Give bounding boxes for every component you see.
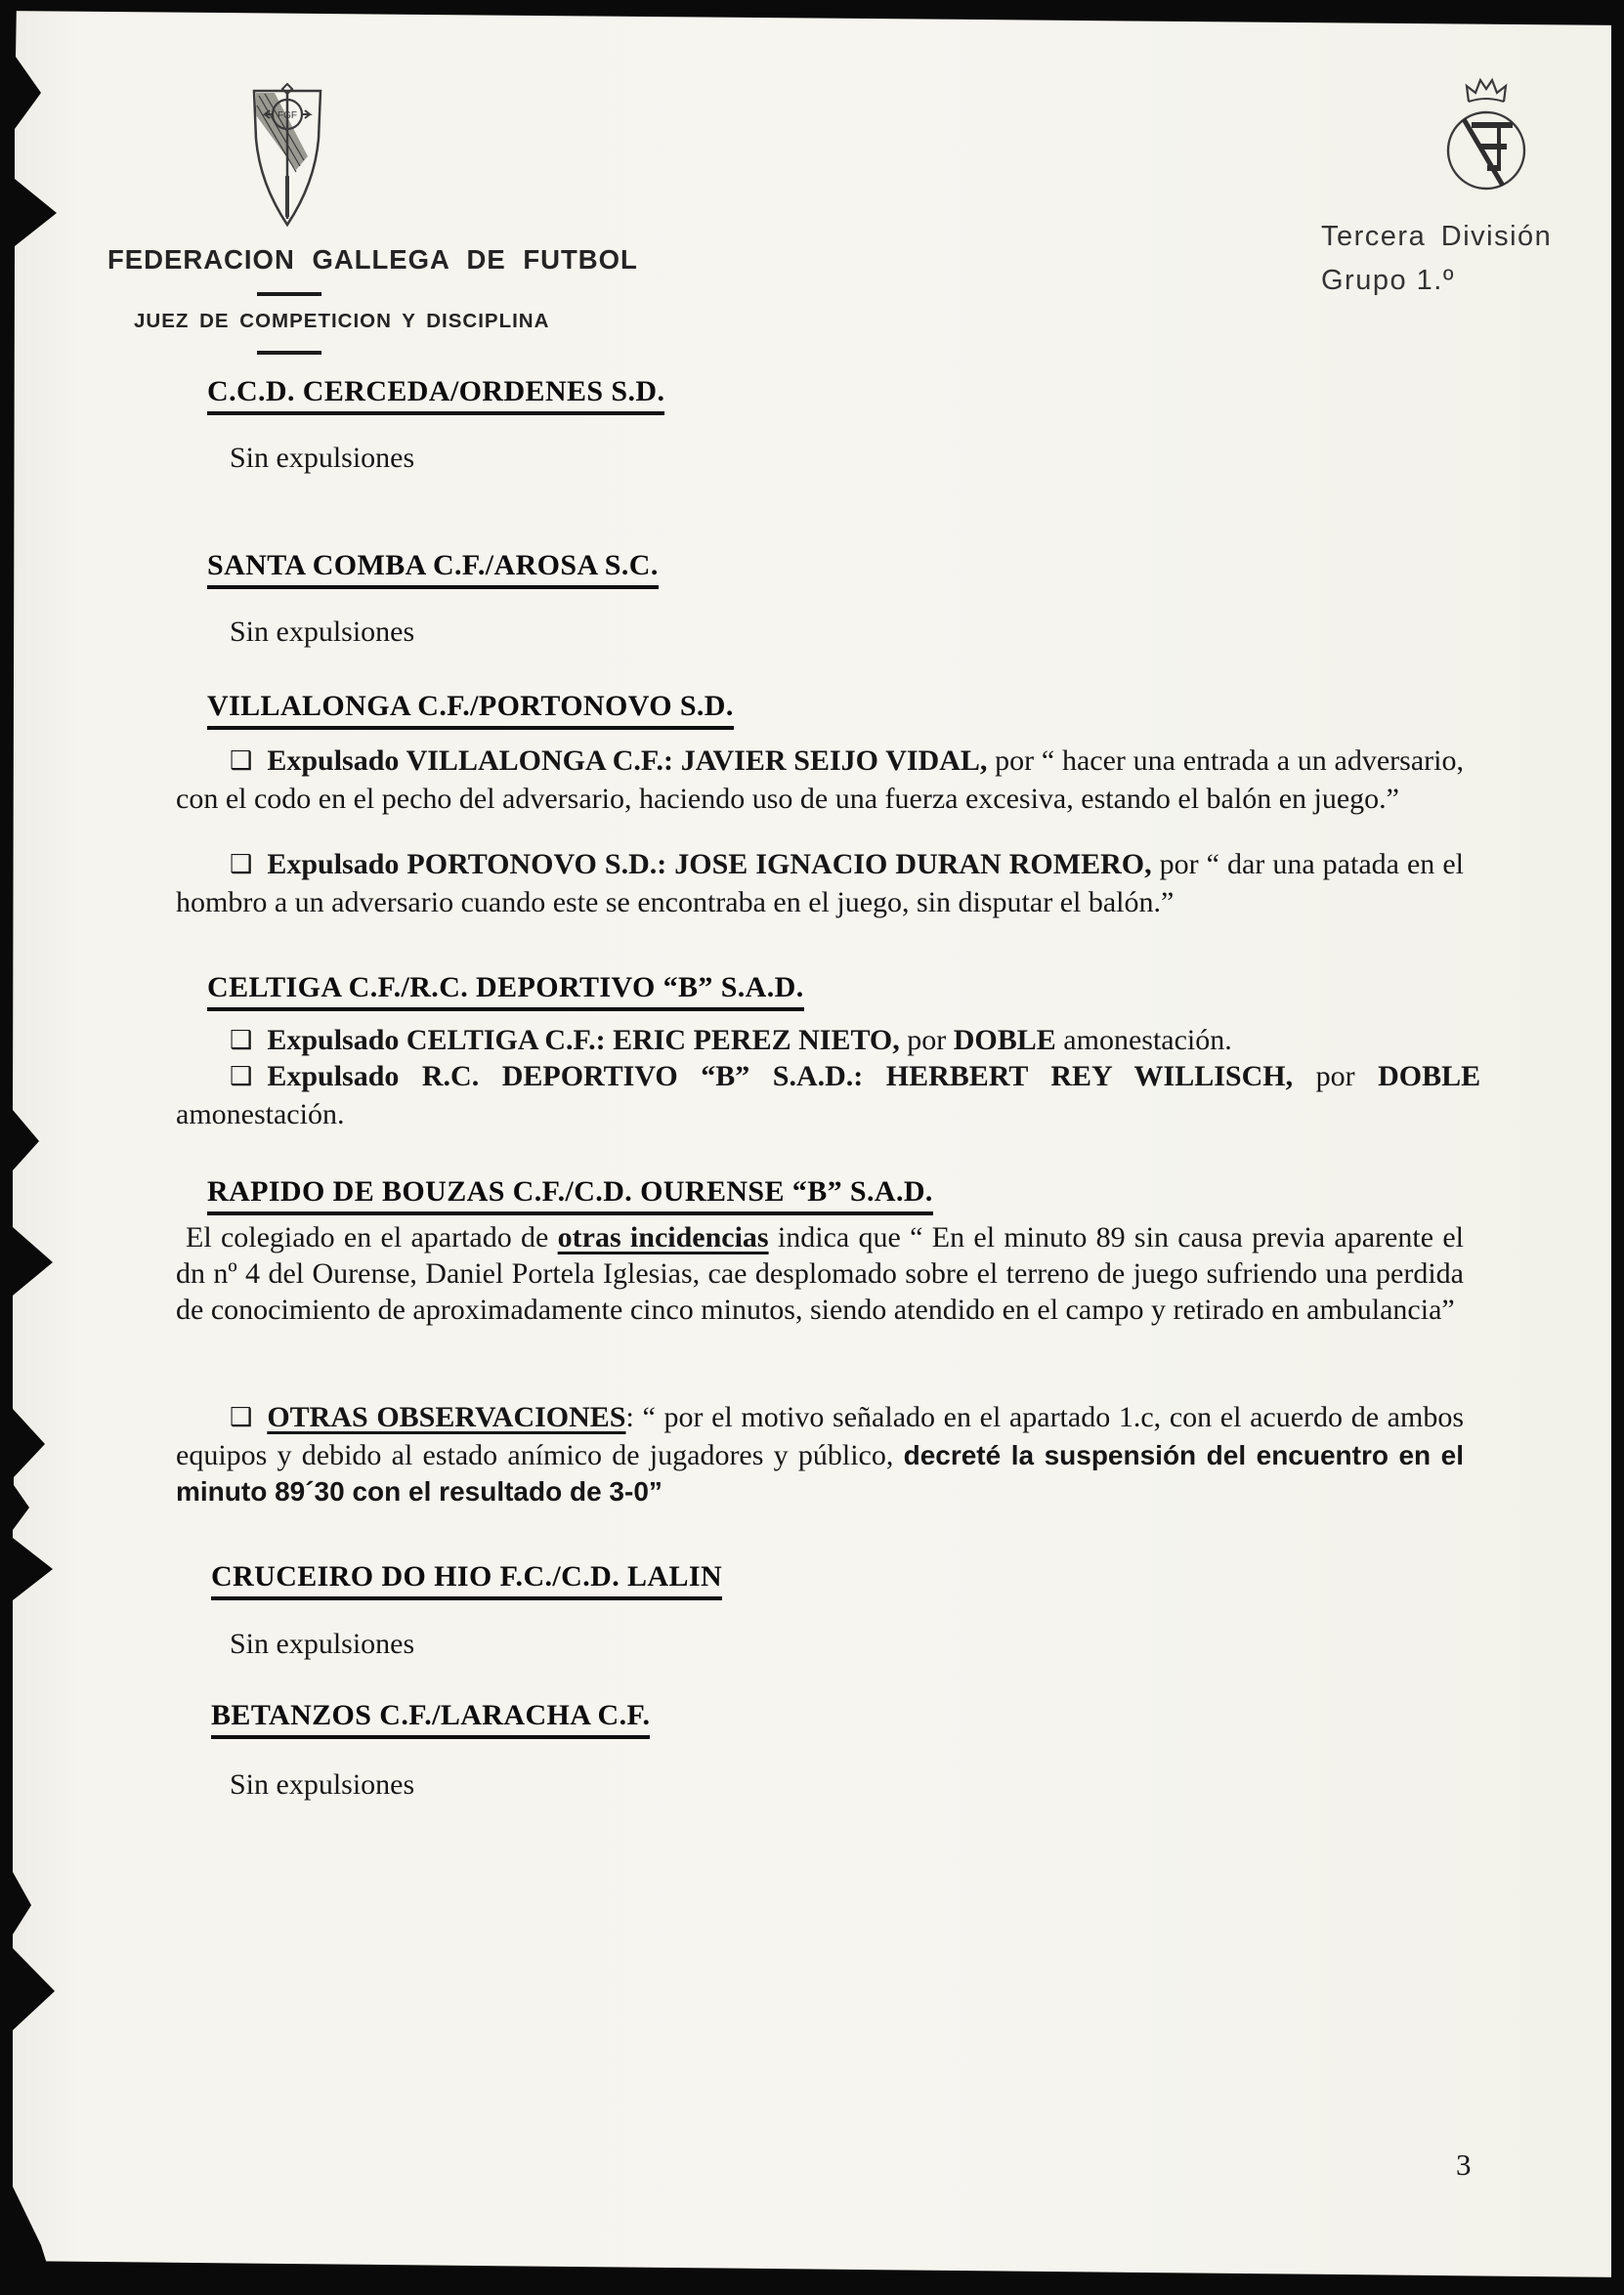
scan-bottom-edge <box>0 2261 1624 2295</box>
observations-body: : “ por el motivo señalado en el apartado 1.c, con el acuerdo de ambos equipos y debido al estado anímico de jugadores y público, <box>176 1401 1464 1471</box>
expulsion-line <box>176 1058 1481 1096</box>
match-heading-text: SANTA COMBA C.F./AROSA S.C. <box>207 549 659 589</box>
expulsion-connector: por <box>899 1024 954 1056</box>
department-title: JUEZ DE COMPETICION Y DISCIPLINA <box>134 310 550 332</box>
expulsion-connector: por <box>1293 1060 1379 1092</box>
no-expulsions-note: Sin expulsiones <box>230 1768 415 1801</box>
checkbox-bullet-icon: ❑ <box>230 746 253 776</box>
expulsion-item <box>176 846 1464 920</box>
scan-top-edge <box>0 0 1624 25</box>
report-intro: El colegiado en el apartado de <box>186 1221 558 1254</box>
observations-paragraph <box>176 1399 1464 1509</box>
page-number: 3 <box>1456 2147 1472 2182</box>
checkbox-bullet-icon: ❑ <box>230 1026 253 1055</box>
match-heading <box>211 1699 650 1739</box>
checkbox-bullet-icon: ❑ <box>230 1062 253 1091</box>
expulsion-line: amonestación. <box>176 1098 345 1130</box>
match-heading <box>207 971 804 1011</box>
no-expulsions-note: Sin expulsiones <box>230 442 415 474</box>
expulsion-item <box>176 1058 1481 1132</box>
rfef-crest-logo <box>1442 72 1530 203</box>
sanction-type: DOBLE <box>1378 1060 1481 1092</box>
org-name-rule <box>257 292 321 296</box>
match-heading-text: RAPIDO DE BOUZAS C.F./C.D. OURENSE “B” S.A.D. <box>207 1175 933 1215</box>
no-expulsions-note: Sin expulsiones <box>230 616 415 648</box>
org-name: FEDERACION GALLEGA DE FUTBOL <box>107 244 638 275</box>
observations-label: OTRAS OBSERVACIONES <box>267 1401 626 1433</box>
expulsion-item <box>176 743 1464 817</box>
svg-text:FGF: FGF <box>278 110 297 121</box>
match-heading <box>207 690 734 730</box>
division-label: Tercera División <box>1321 221 1553 252</box>
suspension-decree: decreté la suspensión del encuentro en el minuto 89´30 con el resultado de 3-0” <box>176 1440 1465 1507</box>
scan-left-torn-edge <box>0 0 57 2295</box>
expulsion-item <box>176 1022 1464 1060</box>
scan-right-edge <box>1611 0 1624 2295</box>
checkbox-bullet-icon: ❑ <box>230 850 253 879</box>
report-section-reference: otras incidencias <box>557 1221 769 1254</box>
match-heading <box>211 1560 722 1600</box>
match-heading-text: BETANZOS C.F./LARACHA C.F. <box>211 1699 650 1739</box>
expelled-player: Expulsado R.C. DEPORTIVO “B” S.A.D.: HERBERT REY WILLISCH, <box>267 1060 1294 1092</box>
fgf-shield-logo <box>247 82 327 231</box>
expulsion-reason: por “ hacer una entrada a un adversario, con el codo en el pecho del adversario, haciendo uso de una fuerza excesiva, estando el balón en juego.” <box>176 744 1464 815</box>
match-heading <box>207 549 659 589</box>
match-heading-text: VILLALONGA C.F./PORTONOVO S.D. <box>207 690 734 730</box>
referee-report-paragraph <box>176 1219 1464 1328</box>
no-expulsions-note: Sin expulsiones <box>230 1628 415 1660</box>
expelled-player: Expulsado VILLALONGA C.F.: JAVIER SEIJO VIDAL, <box>267 744 988 777</box>
expulsion-reason: por “ dar una patada en el hombro a un adversario cuando este se encontraba en el juego, sin disputar el balón.” <box>176 848 1464 918</box>
match-heading-text: CRUCEIRO DO HIO F.C./C.D. LALIN <box>211 1560 722 1600</box>
expulsion-reason: amonestación. <box>1055 1024 1232 1056</box>
expelled-player: Expulsado CELTIGA C.F.: ERIC PEREZ NIETO, <box>267 1024 900 1056</box>
match-heading <box>207 375 664 415</box>
group-label: Grupo 1.º <box>1321 265 1455 296</box>
department-rule <box>257 351 321 355</box>
expelled-player: Expulsado PORTONOVO S.D.: JOSE IGNACIO DURAN ROMERO, <box>267 848 1152 880</box>
sanction-type: DOBLE <box>953 1024 1056 1056</box>
checkbox-bullet-icon: ❑ <box>230 1403 253 1432</box>
match-heading-text: C.C.D. CERCEDA/ORDENES S.D. <box>207 375 664 415</box>
match-heading-text: CELTIGA C.F./R.C. DEPORTIVO “B” S.A.D. <box>207 971 804 1011</box>
report-body: indica que “ En el minuto 89 sin causa previa aparente el dn nº 4 del Ourense, Daniel Portela Iglesias, cae desplomado sobre el terreno de juego sufriendo una perdida de conocimiento de aproximadamente cinco minutos, siendo atendido en el campo y retirado en ambulancia” <box>176 1221 1464 1326</box>
match-heading <box>207 1175 933 1215</box>
